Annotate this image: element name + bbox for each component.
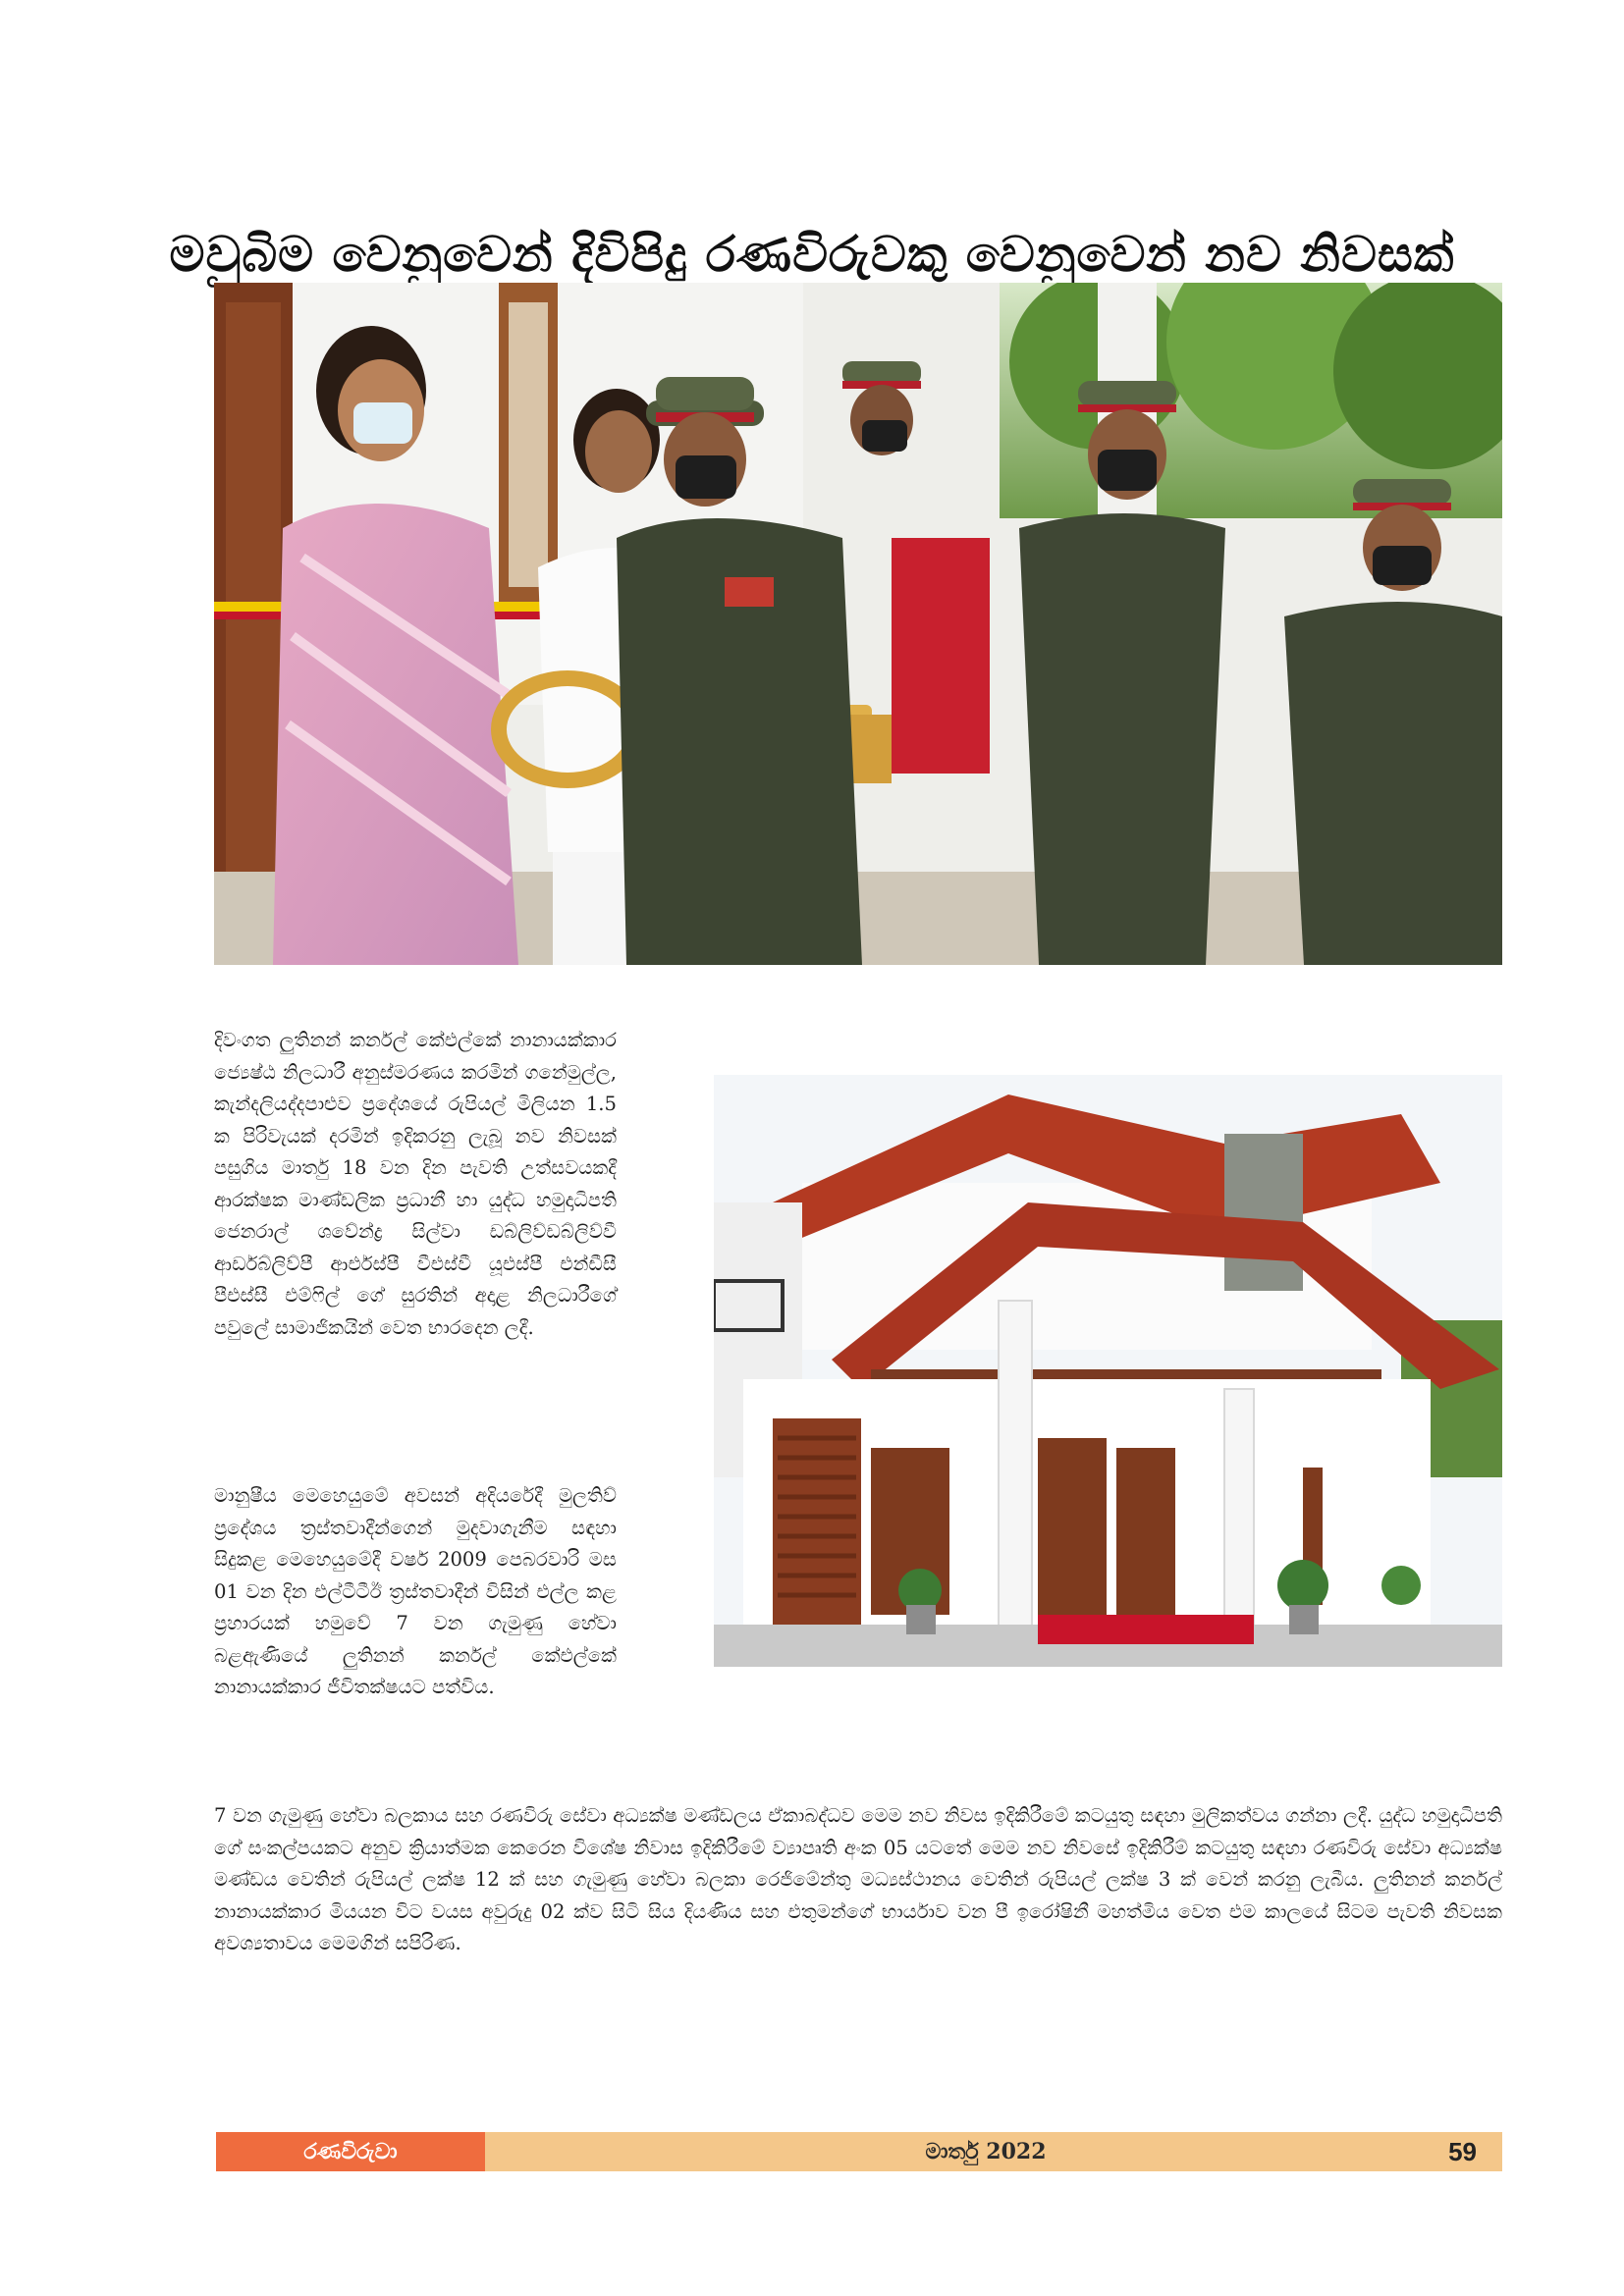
article-headline: මවුබිම වෙනුවෙන් දිවිපිදු රණවිරුවකු වෙනුවෙන් නව නිවසක් — [169, 225, 1455, 283]
house-photo — [714, 1075, 1502, 1667]
page-number: 59 — [1448, 2136, 1477, 2166]
article-paragraph-3: 7 වන ගැමුණු හේවා බලකාය සහ රණවිරු සේවා අධ්‍යක්ෂ මණ්ඩලය ඒකාබද්ධව මෙම නව නිවස ඉදිකිරීමේ කටයුතු සඳහා මුලිකත්වය ගන්නා ලදී. යුද්ධ හමුදාධිපති ගේ සංකල්පයකට අනුව ක්‍රියාත්මක කෙරෙන විශේෂ නිවාස ඉදිකිරීමේ ව්‍යාපෘති අංක 05 යටතේ මෙම නව නිවසේ ඉදිකිරීම් කටයුතු සඳහා රණවිරු සේවා අධ්‍යක්ෂ මණ්ඩය වෙතින් රුපියල් ලක්ෂ 12 ක් සහ ගැමුණු හේවා බලකා රෙජිමේන්තු මධ්‍යස්ථානය වෙතින් රුපියල් ලක්ෂ 3 ක් වෙන් කරනු ලැබීය. ලුතිනන් කර්නල් නානායක්කාර මියයන විට වයස අවුරුදු 02 ක්ව සිටි සිය දියණිය සහ එතුමන්ගේ භාර්යාව වන පී ඉරෝෂිනී මහත්මිය වෙත එම කාලයේ සිටම පැවති නිවසක අවශ්‍යතාවය මෙමගින් සපිරිණ. — [214, 1804, 1502, 1954]
issue-date: මාර්තු 2022 — [925, 2139, 1047, 2164]
article-paragraph-1: දිවංගත ලුතිනන් කර්නල් කේඑල්කේ නානායක්කාර ජ්‍යෙෂ්ඨ නිලධාරී අනුස්මරණය කරමින් ගනේමුල්ල, කැන්දලියද්දපාළුව ප්‍රදේශයේ රුපියල් මිලියන 1.5 ක පිරිවැයක් දරමින් ඉදිකරනු ලැබූ නව නිවසක් පසුගිය මාර්තු 18 වන දින පැවති උත්සවයකදී ආරක්ෂක මාණ්ඩලික ප්‍රධානී හා යුද්ධ හමුදාධිපති ජෙනරාල් ශවේන්ද්‍ර සිල්වා ඩබ්ලිව්ඩබ්ලිව්වී ආර්ඩබ්ලිව්පී ආර්එස්පී වීඑස්වී යූඑස්පී එන්ඩීසී පීඑස්සී එම්ෆිල් ගේ සුරතින් අදාළ නිලධාරීගේ පවුලේ සාමාජිකයින් වෙත භාරදෙන ලදී. — [214, 1029, 617, 1339]
magazine-name: රණවිරුවා — [216, 2132, 485, 2171]
article-paragraph-2: මානුෂීය මෙහෙයුමේ අවසන් අදියරේදී මුලතිව් ප්‍රදේශය ත්‍රස්තවාදීන්ගෙන් මුදවාගැනීම සඳහා සිදුකළ මෙහෙයුමේදී වර්ෂ 2009 පෙබරවාරි මස 01 වන දින එල්ටීටීඊ ත්‍රස්තවාදීන් විසින් එල්ල කළ ප්‍රහාරයක් හමුවේ 7 වන ගැමුණු හේවා බළඇණියේ ලුතිනන් කර්නල් කේඑල්කේ නානායක්කාර ජීවිතක්ෂයට පත්විය. — [214, 1484, 617, 1698]
ceremony-photo — [214, 283, 1502, 965]
page-footer — [216, 2132, 1502, 2171]
